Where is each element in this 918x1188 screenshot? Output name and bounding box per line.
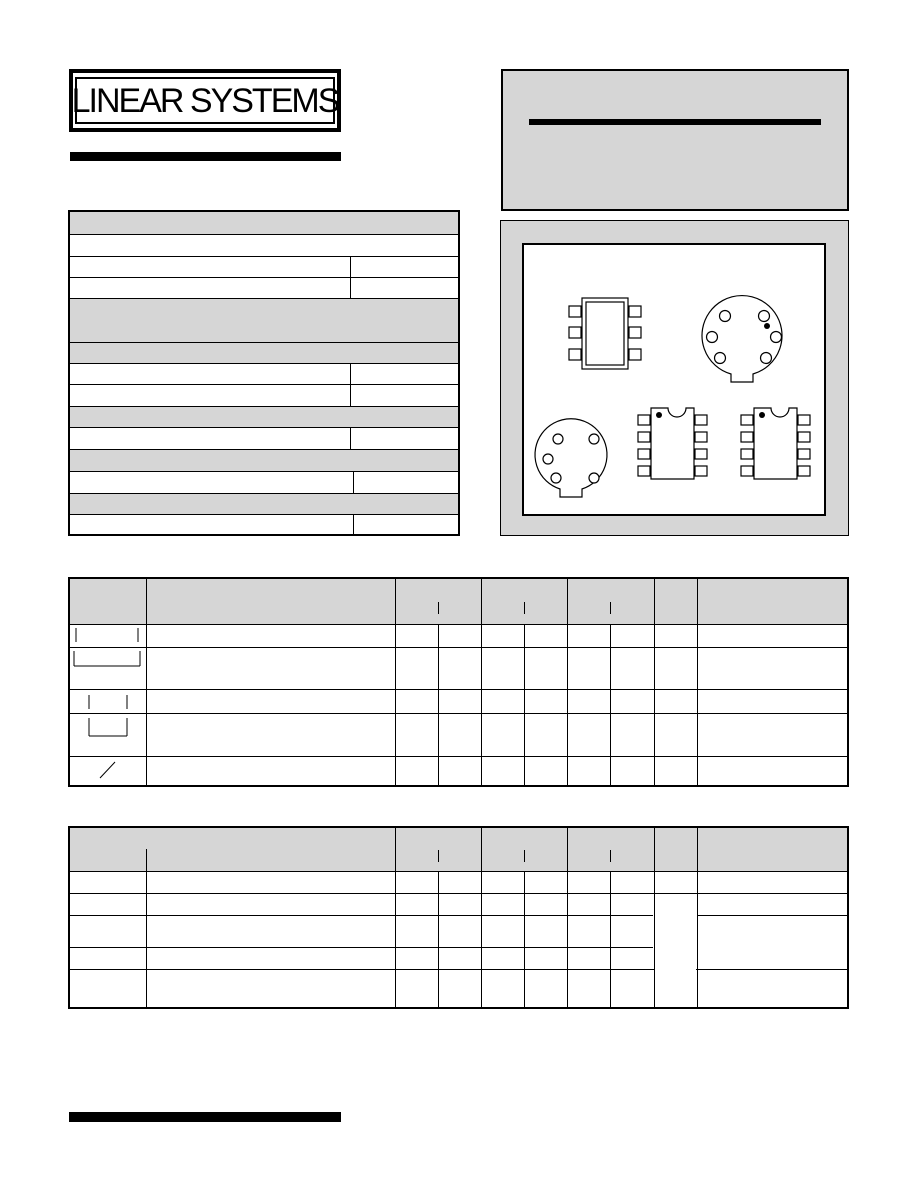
features-header (70, 212, 458, 235)
five-lead-to-can-icon (535, 419, 607, 497)
title-rule (529, 119, 821, 125)
features-section (70, 299, 458, 343)
six-lead-to-can-icon (702, 296, 782, 382)
table-header (70, 579, 847, 625)
features-table (68, 210, 460, 536)
features-row (70, 428, 458, 450)
features-row (70, 257, 458, 278)
eight-lead-dip-icon (638, 408, 707, 479)
header-rule (70, 152, 341, 161)
features-section (70, 450, 458, 472)
matching-characteristics-table (68, 577, 849, 787)
package-drawing-area (522, 243, 826, 516)
company-logo (71, 77, 339, 124)
eight-lead-dip-icon (741, 408, 810, 479)
features-section (70, 407, 458, 428)
pin1-dot-icon (764, 323, 770, 329)
pin1-dot-icon (656, 412, 662, 418)
features-section (70, 494, 458, 515)
table-header (70, 828, 847, 872)
package-outline-drawings (524, 245, 824, 514)
title-box (501, 69, 849, 211)
features-row (70, 278, 458, 299)
features-row (70, 472, 458, 494)
pin1-dot-icon (759, 412, 765, 418)
features-row (70, 235, 458, 257)
features-row (70, 515, 458, 534)
logo-wordmark: LINEAR SYSTEMS (71, 81, 339, 120)
features-section (70, 343, 458, 364)
features-row (70, 385, 458, 407)
electrical-characteristics-table (68, 826, 849, 1009)
footer-rule (69, 1112, 341, 1122)
features-row (70, 364, 458, 385)
symbol-marks (70, 624, 146, 787)
six-lead-dip-icon (569, 298, 641, 369)
